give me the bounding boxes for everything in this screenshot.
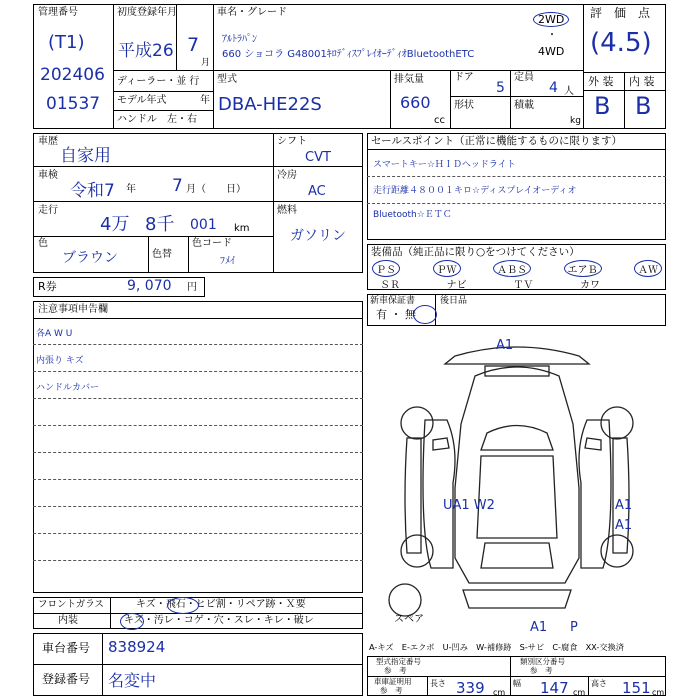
length-unit: cm [493,688,506,697]
cert-ref: 参 考 [380,686,403,695]
month-unit: 月 [201,58,211,68]
length-value: 339 [456,679,485,697]
color-code-label: 色コード [192,238,232,249]
note-line: 内張り キズ [36,356,84,366]
mgmt-number-1: 202406 [40,65,105,85]
interior-grade: B [635,92,652,120]
door-label: ドア [454,72,474,83]
exterior-grade: B [594,92,611,120]
height-unit: cm [652,688,665,697]
notes-label: 注意事項申告欄 [38,304,108,315]
equip-sr: ＳＲ [380,280,400,291]
chassis-label: 車台番号 [42,641,91,655]
evaluation-label: 評 価 点 [590,6,651,20]
mgmt-label: 管理番号 [38,7,78,18]
selling-point-item: Bluetooth☆ＥＴＣ [373,210,452,220]
equip-aw: ＡＷ [634,260,662,277]
equip-ps: ＰＳ [372,260,400,277]
car-name-line2: 660 ショコラ G48001ｷﾛﾃﾞｨｽﾌﾟﾚｲｵｰﾃﾞｨｵBluetoothETC [222,49,475,60]
model-type-label: 型式 [217,74,237,85]
car-name-line1: ｱﾙﾄﾗﾊﾟﾝ [222,34,257,45]
equipment-row-2 [380,276,600,291]
rear-damage-mark-2: P [570,620,578,635]
windshield-label: フロントガラス [38,599,104,610]
mgmt-code: (T1) [48,32,85,53]
first-registration-label: 初度登録年月 [117,7,177,18]
cert-label: 車庫証明用 [374,677,412,686]
front-damage-mark: A1 [496,338,514,353]
inspection-month: 7 [172,176,183,196]
category-ref: 参 考 [530,666,553,675]
fuel-value: ガソリン [290,228,346,244]
rear-damage-mark-1: A1 [530,620,548,635]
category-label: 類別区分番号 [520,657,565,666]
drive-2wd: 2WD [533,12,569,27]
note-line: ハンドルカバー [36,383,100,393]
chassis-number: 838924 [108,638,166,656]
color-code: ﾌﾒｲ [220,256,235,267]
note-line: 各A W U [36,329,73,339]
later-items-label: 後日品 [440,296,468,306]
color-value: ブラウン [62,250,118,266]
inspection-era: 令和7 [70,181,115,201]
mileage-rest: 001 [190,217,217,233]
shift-value: CVT [305,150,331,165]
height-value: 151 [622,679,651,697]
equipment-label: 装備品（純正品に限り○をつけてください） [371,246,580,258]
equip-tv: ＴＶ [513,280,534,291]
type-designation-ref: 参 考 [384,666,407,675]
history-value: 自家用 [60,146,111,166]
mileage-label: 走行 [38,205,58,216]
damage-legend: A-キズ E-エクボ U-凹み W-補修跡 S-サビ C-腐食 XX-交換済 [369,642,624,652]
windshield-options: キズ・飛石・ヒビ割・リペア跡・Ｘ要 [136,599,306,610]
color-label: 色 [38,238,48,249]
right-damage-mark-2: A1 [615,518,633,533]
selling-point-item: 走行距離４８００１キロ☆ディスプレイオーディオ [373,186,577,196]
inspection-year-unit: 年 [126,184,136,195]
drive-dot: ・ [547,30,557,41]
fuel-label: 燃料 [277,205,297,216]
equipment-row-1 [372,260,662,277]
inspection-month-unit: 月（ 日） [186,184,246,195]
recycle-unit: 円 [187,282,197,293]
equip-airbag: エアＢ [564,260,602,277]
equip-navi: ナビ [446,280,467,291]
mileage-sen: 8千 [145,214,175,235]
equip-leather: カワ [579,280,600,291]
width-value: 147 [540,679,569,697]
drive-4wd: 4WD [538,45,565,58]
warranty-label: 新車保証書 [370,296,416,306]
dealer-label: ディーラー・並 行 [117,76,200,87]
ac-label: 冷房 [277,170,297,181]
height-label: 高さ [591,679,607,688]
load-label: 積載 [514,100,534,111]
ac-value: AC [308,184,326,199]
mgmt-number-2: 01537 [46,94,101,114]
recycle-label: R券 [38,280,57,293]
car-name-label: 車名・グレード [217,7,287,18]
width-unit: cm [573,688,586,697]
doors: 5 [496,80,505,96]
exterior-label: 外 装 [588,75,614,88]
recycle-value: 9, 070 [127,278,172,294]
equip-abs: ＡＢＳ [493,260,531,277]
right-damage-mark-1: A1 [615,498,633,513]
shift-label: シフト [277,136,307,147]
registration-label: 登録番号 [42,672,91,686]
selling-points-label: セールスポイント（正常に機能するものに限ります） [371,135,623,147]
handle-label: ハンドル 左・右 [117,114,197,125]
kg-unit: kg [570,116,581,126]
shape-label: 形状 [454,100,474,111]
inspection-label: 車検 [38,170,58,181]
history-label: 車歴 [38,136,58,147]
model-type: DBA-HE22S [218,94,322,115]
selling-point-item: スマートキー☆ＨＩＤヘッドライト [373,160,516,170]
length-label: 長さ [430,679,446,688]
mileage-man: 4万 [100,214,130,235]
recolor-label: 色替 [152,249,172,260]
first-registration-month: 7 [187,34,200,56]
capacity-label: 定員 [514,72,534,83]
displacement-label: 排気量 [394,74,424,85]
type-designation-label: 型式指定番号 [376,657,421,666]
interior-label: 内 装 [629,75,655,88]
recycle-frame [33,277,205,297]
person-unit: 人 [564,86,574,97]
car-diagram [367,328,666,638]
year-unit: 年 [200,95,210,106]
first-registration-era: 平成26 [118,41,174,61]
interior-options: キズ・汚レ・コゲ・穴・スレ・キレ・破レ [124,615,314,626]
capacity: 4 [549,80,558,96]
cc-unit: cc [434,115,445,126]
interior-cond-label: 内装 [58,615,78,626]
width-label: 幅 [513,679,521,688]
evaluation-score: (4.5) [590,28,652,58]
equip-pw: ＰＷ [433,260,461,277]
km-unit: km [234,223,250,234]
registration-number: 名変中 [108,671,157,690]
warranty-value: 有 ・ 無 [376,308,416,321]
left-damage-marks: UA1 W2 [443,498,495,513]
displacement: 660 [400,93,431,112]
spare-label: スペア [394,614,424,625]
model-year-label: モデル年式 [117,95,167,106]
